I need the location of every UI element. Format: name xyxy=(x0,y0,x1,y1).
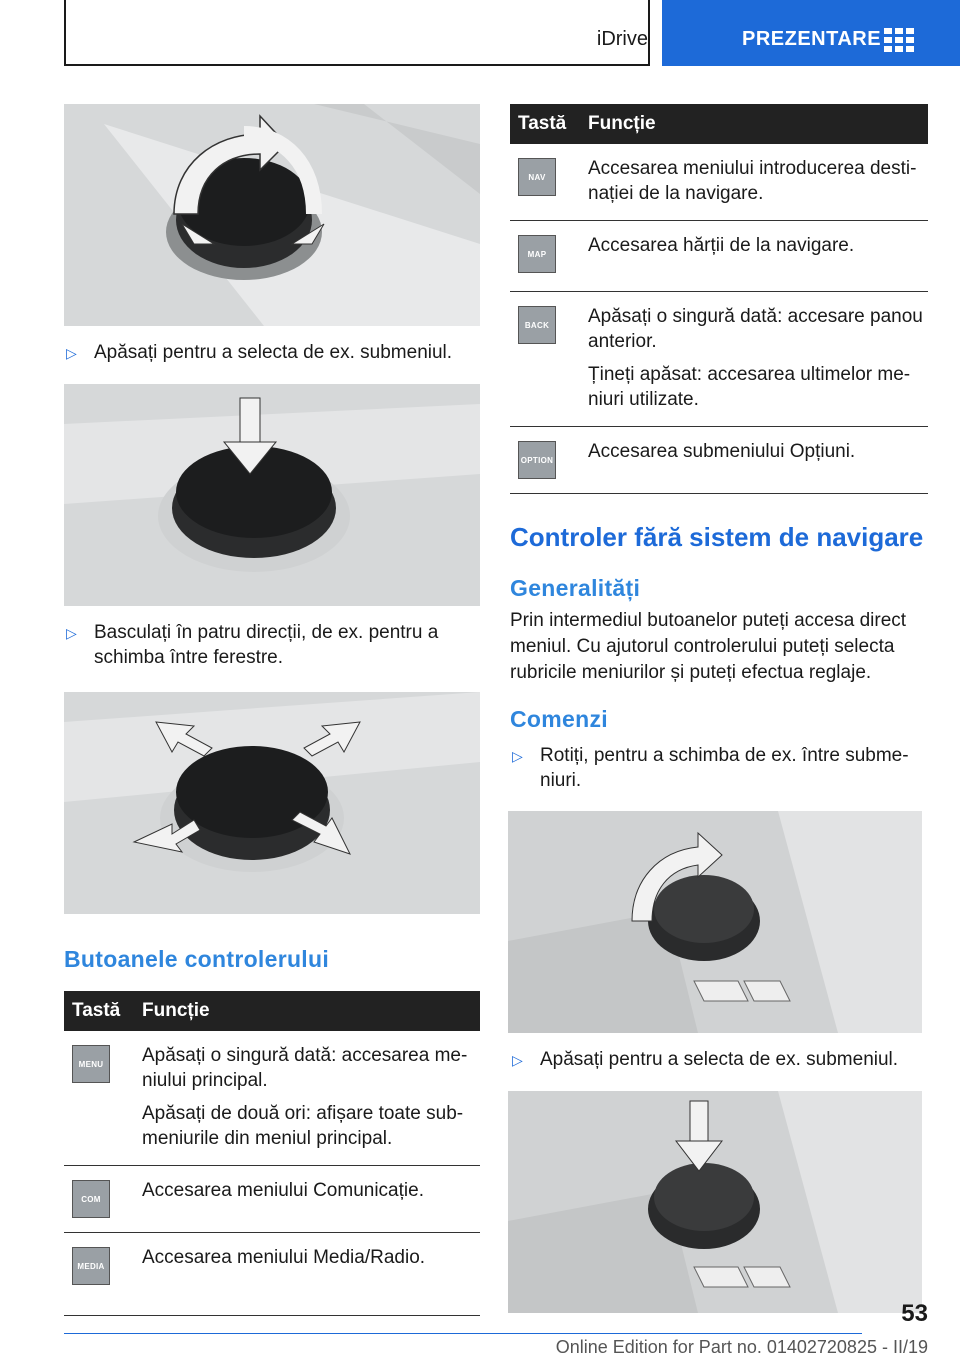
simple-controller-rotate-photo xyxy=(508,811,922,1033)
right-column xyxy=(510,104,928,1313)
header-tab[interactable] xyxy=(662,0,960,66)
caption-tilt: ▷ Basculați în patru direcții, de ex. pentru a schimba între ferestre. xyxy=(66,622,439,668)
section-heading-commands: Comenzi xyxy=(510,706,608,732)
bullet-triangle-icon: ▷ xyxy=(512,1052,523,1068)
bullet-triangle-icon: ▷ xyxy=(66,345,77,361)
table-row: MAP Accesarea hărții de la navigare. xyxy=(510,221,928,292)
back-key-icon: BACK xyxy=(518,306,556,344)
footer-rule xyxy=(64,1333,862,1334)
section-heading-no-nav: Controler fără sistem de navigare xyxy=(510,522,924,552)
controller-tilt-photo xyxy=(64,692,480,914)
controller-rotate-photo xyxy=(64,104,480,326)
table-row: MENU Apăsați o singură dată: accesarea me-niului principal. Apăsați de două ori: afișare toate sub-meniurile din meniul principal. xyxy=(64,1031,480,1166)
option-key-icon: OPTION xyxy=(518,441,556,479)
media-key-icon: MEDIA xyxy=(72,1247,110,1285)
controller-press-photo xyxy=(64,384,480,606)
caption-press: ▷ Apăsați pentru a selecta de ex. submeniul. xyxy=(64,340,480,366)
header-section-title: iDrive xyxy=(596,28,648,50)
bullet-triangle-icon: ▷ xyxy=(512,748,523,764)
col-function-header: Funcție xyxy=(580,104,928,144)
caption-rotate: ▷ Rotiți, pentru a schimba de ex. între subme-niuri. xyxy=(512,745,909,791)
com-key-icon: COM xyxy=(72,1180,110,1218)
caption-press-simple: ▷ Apăsați pentru a selecta de ex. submeniul. xyxy=(510,1047,928,1073)
grid-menu-icon[interactable] xyxy=(884,28,914,52)
col-key-header: Tastă xyxy=(64,991,134,1031)
bullet-triangle-icon: ▷ xyxy=(66,625,77,641)
menu-key-icon: MENU xyxy=(72,1045,110,1083)
simple-controller-press-photo xyxy=(508,1091,922,1313)
header-rule xyxy=(64,0,650,66)
table-row: OPTION Accesarea submeniului Opțiuni. xyxy=(510,427,928,494)
page-number: 53 xyxy=(901,1300,928,1327)
table-row: BACK Apăsați o singură dată: accesare panou anterior. Țineți apăsat: accesarea ultimelor me-niuri utilizate. xyxy=(510,292,928,427)
table-row: NAV Accesarea meniului introducerea desti-nației de la navigare. xyxy=(510,144,928,221)
table-row: COM Accesarea meniului Comunicație. xyxy=(64,1166,480,1233)
general-paragraph: Prin intermediul butoanelor puteți accesa direct meniul. Cu ajutorul controlerului puteți selecta rubricile meniurilor și puteți efectua reglaje. xyxy=(510,610,907,683)
table-row: MEDIA Accesarea meniului Media/Radio. xyxy=(64,1233,480,1316)
section-heading-buttons: Butoanele controlerului xyxy=(64,946,330,972)
header-tab-label: PREZENTARE xyxy=(742,28,882,50)
map-key-icon: MAP xyxy=(518,235,556,273)
buttons-table xyxy=(64,991,480,1316)
left-column xyxy=(64,104,480,1316)
footer-edition: Online Edition for Part no. 01402720825 - II/19 xyxy=(555,1337,928,1357)
col-key-header: Tastă xyxy=(510,104,580,144)
col-function-header: Funcție xyxy=(134,991,480,1031)
nav-buttons-table xyxy=(510,104,928,494)
nav-key-icon: NAV xyxy=(518,158,556,196)
section-heading-general: Generalități xyxy=(510,575,641,601)
